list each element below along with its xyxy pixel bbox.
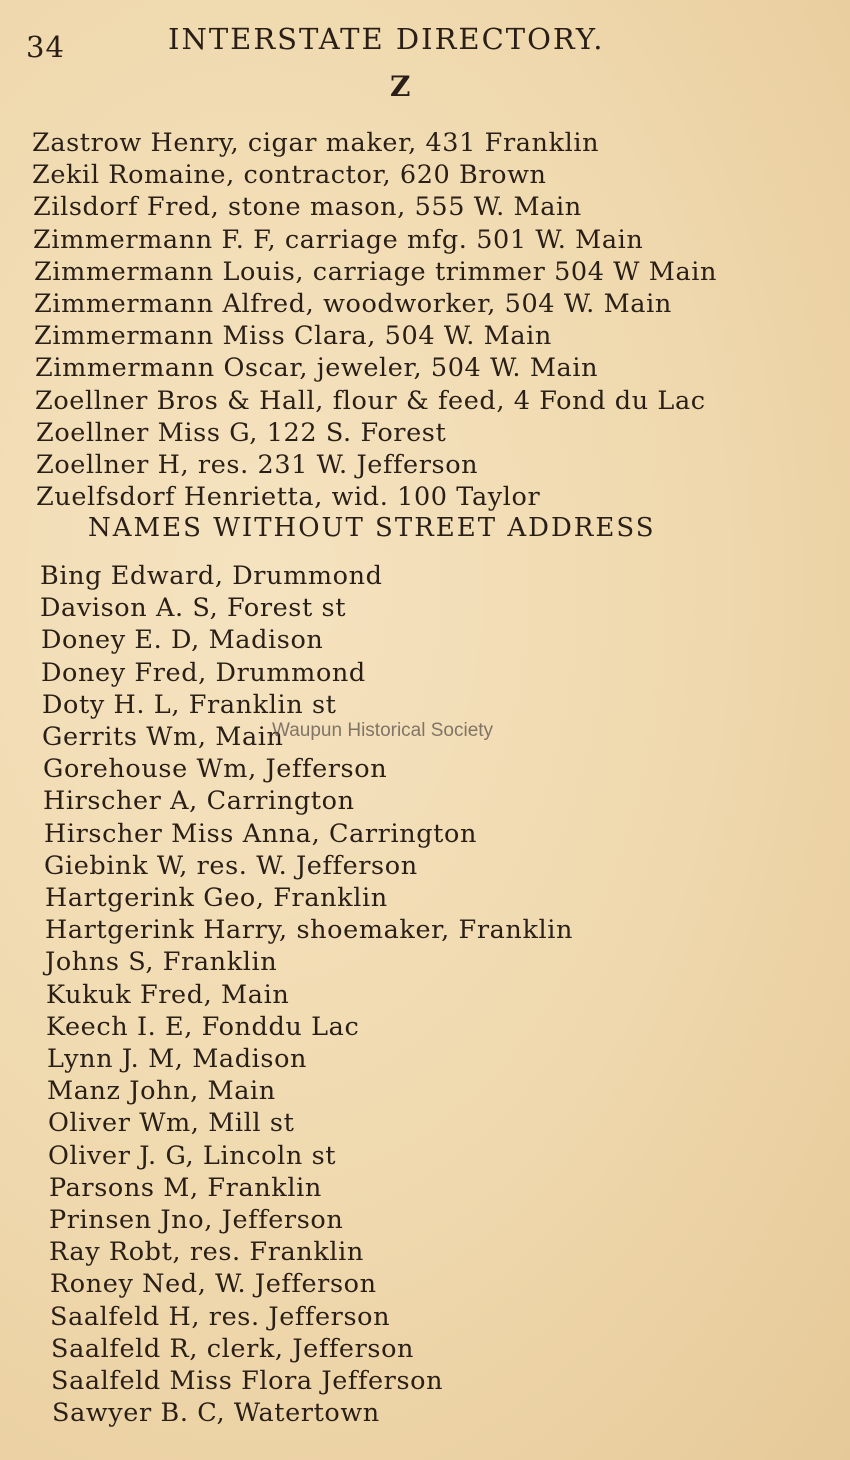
directory-entry: Zimmermann Miss Clara, 504 W. Main bbox=[34, 321, 552, 352]
directory-entry: Oliver Wm, Mill st bbox=[48, 1108, 295, 1139]
watermark: Waupun Historical Society bbox=[272, 720, 494, 741]
section-letter: Z bbox=[390, 70, 411, 103]
directory-entry: Gerrits Wm, Main bbox=[42, 722, 284, 752]
directory-entry: Doney Fred, Drummond bbox=[41, 657, 366, 688]
directory-entry: Doney E. D, Madison bbox=[41, 625, 324, 656]
directory-entry: Hirscher Miss Anna, Carrington bbox=[44, 818, 477, 849]
directory-entry: Doty H. L, Franklin st bbox=[42, 689, 337, 720]
directory-entry: Manz John, Main bbox=[47, 1076, 276, 1107]
directory-entry: Zimmermann Alfred, woodworker, 504 W. Main bbox=[34, 289, 672, 319]
directory-entry: Kukuk Fred, Main bbox=[46, 979, 290, 1010]
directory-entry: Parsons M, Franklin bbox=[49, 1172, 322, 1203]
directory-entry: Oliver J. G, Lincoln st bbox=[48, 1140, 337, 1171]
directory-entry: Johns S, Franklin bbox=[45, 947, 278, 978]
directory-entry: Giebink W, res. W. Jefferson bbox=[44, 850, 418, 881]
running-head-title: INTERSTATE DIRECTORY. bbox=[168, 22, 605, 56]
directory-entry: Keech I. E, Fonddu Lac bbox=[46, 1011, 360, 1042]
subheading-names-without-address: NAMES WITHOUT STREET ADDRESS bbox=[88, 513, 656, 543]
directory-entry: Zoellner Bros & Hall, flour & feed, 4 Fond du Lac bbox=[35, 385, 706, 416]
directory-entry: Zoellner Miss G, 122 S. Forest bbox=[36, 417, 447, 448]
directory-entry: Saalfeld R, clerk, Jefferson bbox=[51, 1333, 415, 1364]
directory-entry: Hartgerink Harry, shoemaker, Franklin bbox=[45, 915, 574, 946]
directory-entry: Zastrow Henry, cigar maker, 431 Franklin bbox=[32, 128, 600, 158]
directory-entry: Zimmermann F. F, carriage mfg. 501 W. Main bbox=[33, 224, 644, 255]
directory-entry: Zilsdorf Fred, stone mason, 555 W. Main bbox=[33, 192, 582, 223]
directory-entry: Zekil Romaine, contractor, 620 Brown bbox=[32, 160, 547, 191]
directory-entry: Ray Robt, res. Franklin bbox=[49, 1237, 364, 1268]
directory-entry: Gorehouse Wm, Jefferson bbox=[43, 754, 388, 785]
directory-entry: Roney Ned, W. Jefferson bbox=[50, 1269, 377, 1300]
directory-entry: Zoellner H, res. 231 W. Jefferson bbox=[36, 450, 479, 480]
directory-entry: Sawyer B. C, Watertown bbox=[52, 1398, 380, 1429]
directory-entry: Hartgerink Geo, Franklin bbox=[45, 883, 388, 913]
directory-entry: Bing Edward, Drummond bbox=[40, 561, 383, 591]
directory-entry: Davison A. S, Forest st bbox=[40, 593, 347, 624]
page-number: 34 bbox=[26, 30, 65, 64]
directory-entry: Zimmermann Louis, carriage trimmer 504 W Main bbox=[34, 256, 718, 287]
directory-entry: Prinsen Jno, Jefferson bbox=[49, 1205, 344, 1235]
directory-entry: Lynn J. M, Madison bbox=[47, 1044, 308, 1074]
directory-entry: Zimmermann Oscar, jeweler, 504 W. Main bbox=[35, 353, 599, 384]
directory-entry: Hirscher A, Carrington bbox=[43, 786, 355, 817]
directory-entry: Saalfeld Miss Flora Jefferson bbox=[51, 1366, 444, 1396]
directory-entry: Saalfeld H, res. Jefferson bbox=[50, 1301, 391, 1332]
directory-entry: Zuelfsdorf Henrietta, wid. 100 Taylor bbox=[36, 482, 541, 513]
